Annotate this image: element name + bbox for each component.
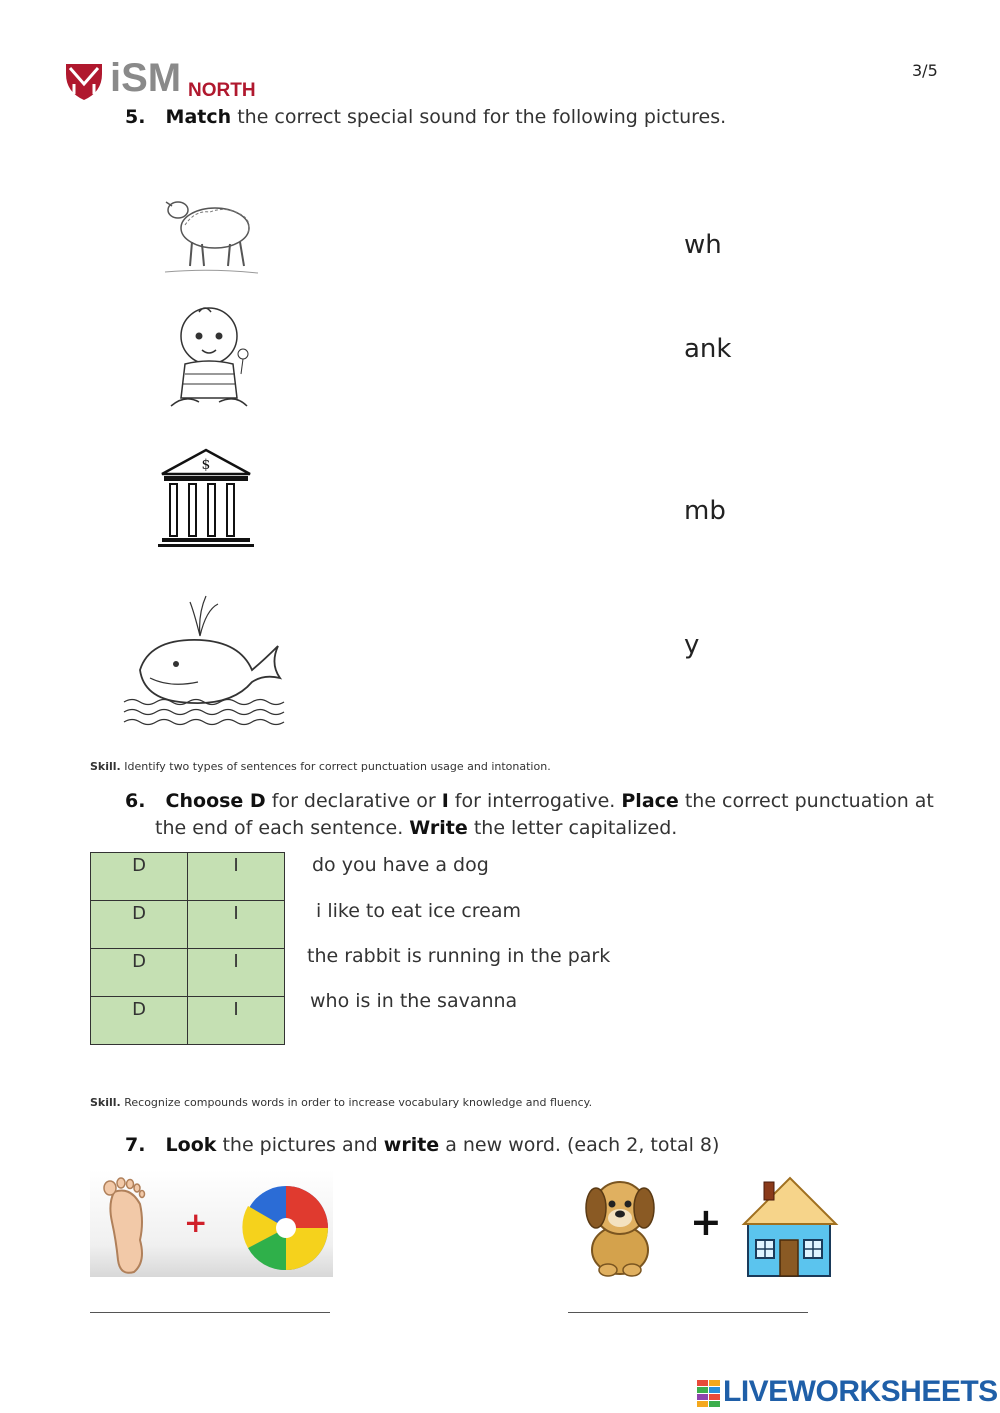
q6-text: the letter capitalized. <box>467 817 678 839</box>
q6-text: the end of each sentence. <box>155 817 410 839</box>
option-d[interactable]: D <box>91 997 188 1045</box>
q7-verb-write: write <box>383 1134 440 1156</box>
sound-option: ank <box>684 334 732 364</box>
table-row <box>91 949 285 997</box>
q5-text: the correct special sound for the following pictures. <box>231 106 727 128</box>
sound-option: mb <box>684 496 726 526</box>
liveworksheets-icon <box>697 1380 721 1408</box>
logo-main-text: iSM <box>110 56 182 100</box>
q6-verb-i: I <box>441 790 449 812</box>
option-i[interactable]: I <box>188 997 285 1045</box>
sheep-image <box>160 180 260 284</box>
table-row <box>91 853 285 901</box>
di-answer-table <box>90 852 285 1045</box>
plus-icon: + <box>690 1200 722 1244</box>
table-row <box>91 997 285 1045</box>
sentence-text: do you have a dog <box>312 854 489 876</box>
q6-verb-write: Write <box>409 817 468 839</box>
q6-instruction-line2 <box>125 815 955 842</box>
skill-text: Recognize compounds words in order to increase vocabulary knowledge and fluency. <box>120 1096 593 1109</box>
option-d[interactable]: D <box>91 853 188 901</box>
sentence-text: i like to eat ice cream <box>316 900 522 922</box>
liveworksheets-logo <box>697 1377 997 1411</box>
skill-note <box>90 760 551 773</box>
school-logo <box>66 56 266 105</box>
q7-text: the pictures and <box>216 1134 384 1156</box>
whale-image <box>120 590 286 736</box>
baby-image <box>165 302 255 418</box>
skill-text: Identify two types of sentences for correct punctuation usage and intonation. <box>120 760 551 773</box>
q7-instruction <box>125 1134 719 1156</box>
q6-instruction <box>125 788 955 842</box>
liveworksheets-brand: LIVEWORKSHEETS <box>723 1375 998 1408</box>
compound-foot-ball <box>90 1170 333 1277</box>
q6-number: 6. <box>125 790 146 812</box>
q6-text: the correct punctuation at <box>678 790 934 812</box>
option-i[interactable]: I <box>188 853 285 901</box>
q7-text: a new word. (each 2, total 8) <box>439 1134 720 1156</box>
house-icon <box>744 1178 836 1276</box>
answer-line-2[interactable] <box>568 1312 808 1313</box>
q5-number: 5. <box>125 106 146 128</box>
option-d[interactable]: D <box>91 901 188 949</box>
page-number: 3/5 <box>912 61 938 80</box>
bank-image <box>156 446 256 554</box>
skill-note <box>90 1096 592 1109</box>
table-row <box>91 901 285 949</box>
option-i[interactable]: I <box>188 949 285 997</box>
sentence-text: the rabbit is running in the park <box>307 945 611 967</box>
sound-option: wh <box>684 230 722 260</box>
plus-icon: + <box>184 1206 208 1239</box>
q7-number: 7. <box>125 1134 146 1156</box>
sound-option: y <box>684 630 700 660</box>
shield-icon <box>66 62 104 102</box>
svg-text:$: $ <box>201 457 211 473</box>
q5-verb: Match <box>165 106 232 128</box>
option-d[interactable]: D <box>91 949 188 997</box>
answer-line-1[interactable] <box>90 1312 330 1313</box>
q7-verb-look: Look <box>165 1134 217 1156</box>
logo-sub-text: NORTH <box>188 80 256 101</box>
dog-icon <box>586 1182 654 1276</box>
foot-icon <box>104 1178 145 1273</box>
beach-ball-icon <box>242 1186 328 1270</box>
q6-verb-place: Place <box>621 790 679 812</box>
skill-label: Skill. <box>90 1096 121 1109</box>
compound-dog-house <box>578 1170 840 1280</box>
option-i[interactable]: I <box>188 901 285 949</box>
q6-verb-choose: Choose D <box>165 790 266 812</box>
sentence-text: who is in the savanna <box>310 990 518 1012</box>
skill-label: Skill. <box>90 760 121 773</box>
q5-instruction <box>125 106 726 128</box>
q6-text: for interrogative. <box>448 790 622 812</box>
q6-text: for declarative or <box>265 790 442 812</box>
